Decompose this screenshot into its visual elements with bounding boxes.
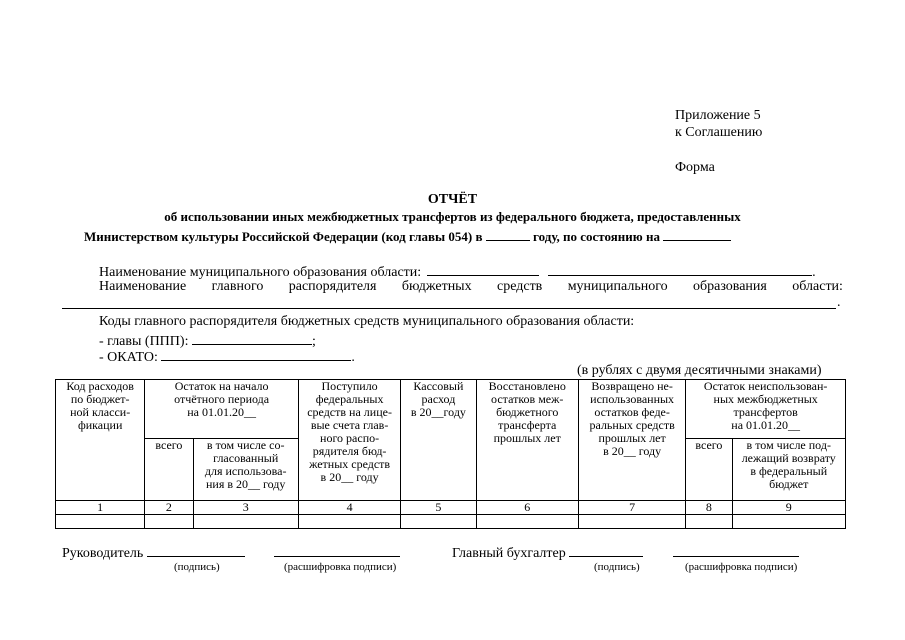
table-cell[interactable] bbox=[193, 515, 298, 529]
accountant-signature-caption: (подпись) bbox=[594, 561, 640, 573]
column-number: 8 bbox=[686, 501, 732, 515]
table-cell[interactable] bbox=[476, 515, 578, 529]
report-subtitle: об использовании иных межбюджетных трансфертов из федерального бюджета, предоставленных bbox=[164, 209, 741, 224]
form-label: Форма bbox=[675, 160, 715, 175]
column-number-row bbox=[56, 501, 846, 515]
report-table bbox=[55, 379, 846, 529]
table-row bbox=[56, 515, 846, 529]
municipality-blank-2[interactable] bbox=[548, 262, 812, 276]
distributor-word: бюджетных bbox=[401, 279, 472, 294]
header-restored: Восстановлено остатков меж- бюджетного трансферта прошлых лет bbox=[476, 380, 578, 501]
head-code-blank[interactable] bbox=[192, 331, 312, 345]
manager-decoding-blank[interactable] bbox=[274, 543, 400, 557]
ministry-text: Министерством культуры Российской Федерации (код главы 054) в bbox=[84, 229, 483, 244]
okato-label: - ОКАТО: bbox=[99, 350, 158, 365]
column-number: 9 bbox=[732, 501, 846, 515]
distributor-word: муниципального bbox=[567, 279, 668, 294]
accountant-signature-blank[interactable] bbox=[569, 543, 643, 557]
report-title: ОТЧЁТ bbox=[427, 192, 478, 207]
accountant-label: Главный бухгалтер bbox=[452, 546, 566, 561]
table-cell[interactable] bbox=[686, 515, 732, 529]
table-cell[interactable] bbox=[401, 515, 476, 529]
units-note: (в рублях с двумя десятичными знаками) bbox=[577, 363, 822, 378]
table-cell[interactable] bbox=[56, 515, 145, 529]
distributor-word: главного bbox=[211, 279, 264, 294]
header-cash: Кассовый расход в 20__году bbox=[401, 380, 476, 501]
distributor-word: Наименование bbox=[99, 279, 187, 294]
distributor-blank-line[interactable] bbox=[62, 308, 836, 309]
year-state-text: году, по состоянию на bbox=[533, 229, 660, 244]
accountant-decoding-blank[interactable] bbox=[673, 543, 799, 557]
accountant-row bbox=[452, 543, 799, 562]
header-received: Поступило федеральных средств на лице- вые счета глав- ного распо- рядителя бюд- жетных средств в 20__ году bbox=[298, 380, 400, 501]
year-blank[interactable] bbox=[486, 227, 530, 241]
header-unused-balance: Остаток неиспользован- ных межбюджетных трансфертов на 01.01.20__ bbox=[686, 380, 846, 439]
column-number: 6 bbox=[476, 501, 578, 515]
column-number: 4 bbox=[298, 501, 400, 515]
manager-label: Руководитель bbox=[62, 546, 144, 561]
agreement-label: к Соглашению bbox=[675, 125, 763, 140]
report-subtitle-line3 bbox=[84, 227, 731, 244]
manager-row bbox=[62, 543, 400, 562]
okato-blank[interactable] bbox=[161, 347, 351, 361]
header-balance-start: Остаток на начало отчётного периода на 01.01.20__ bbox=[145, 380, 299, 439]
header-returned: Возвращено не- использованных остатков феде- ральных средств прошлых лет в 20__ году bbox=[578, 380, 685, 501]
header-total: всего bbox=[145, 439, 193, 501]
municipality-row: Наименование муниципального образования области: . bbox=[99, 262, 816, 281]
column-number: 5 bbox=[401, 501, 476, 515]
table-cell[interactable] bbox=[732, 515, 846, 529]
codes-label: Коды главного распорядителя бюджетных средств муниципального образования области: bbox=[99, 314, 635, 329]
distributor-word: распорядителя bbox=[288, 279, 377, 294]
column-number: 7 bbox=[578, 501, 685, 515]
table-cell[interactable] bbox=[145, 515, 193, 529]
municipality-label: Наименование муниципального образования области: bbox=[99, 265, 422, 280]
manager-decoding-caption: (расшифровка подписи) bbox=[284, 561, 397, 573]
table-cell[interactable] bbox=[298, 515, 400, 529]
column-number: 2 bbox=[145, 501, 193, 515]
header-return-federal: в том числе под- лежащий возврату в федеральный бюджет bbox=[732, 439, 846, 501]
table-cell[interactable] bbox=[578, 515, 685, 529]
distributor-word: средств bbox=[496, 279, 543, 294]
manager-signature-caption: (подпись) bbox=[174, 561, 220, 573]
manager-signature-blank[interactable] bbox=[147, 543, 245, 557]
distributor-word: образования bbox=[693, 279, 767, 294]
column-number: 3 bbox=[193, 501, 298, 515]
head-code-label: - главы (ППП): bbox=[99, 334, 189, 349]
okato-row: - ОКАТО: . bbox=[99, 347, 355, 366]
municipality-blank-1[interactable] bbox=[427, 262, 539, 276]
header-total-2: всего bbox=[686, 439, 732, 501]
date-blank[interactable] bbox=[663, 227, 731, 241]
appendix-label: Приложение 5 bbox=[675, 108, 761, 123]
head-code-row: - главы (ППП): ; bbox=[99, 331, 316, 350]
header-code: Код расходов по бюджет- ной класси- фикации bbox=[56, 380, 145, 501]
distributor-word: области: bbox=[792, 279, 843, 294]
distributor-row bbox=[99, 279, 843, 295]
header-agreed: в том числе со- гласованный для использова- ния в 20__ году bbox=[193, 439, 298, 501]
column-number: 1 bbox=[56, 501, 145, 515]
accountant-decoding-caption: (расшифровка подписи) bbox=[685, 561, 798, 573]
